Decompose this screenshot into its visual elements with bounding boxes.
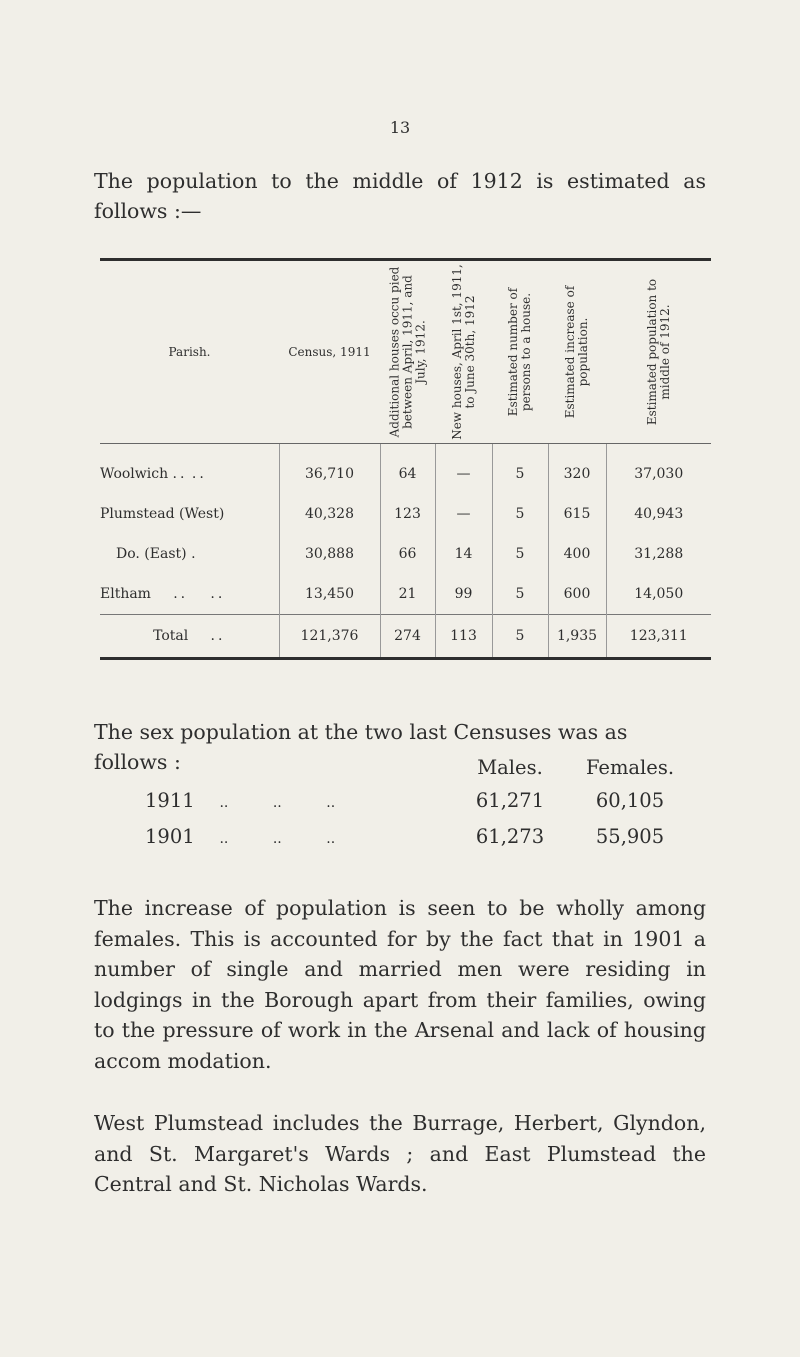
header-persons-per-house-label: Estimated number of persons to a house. (506, 287, 533, 417)
increase-cell: 615 (548, 494, 606, 534)
new-houses-cell: — (435, 444, 492, 495)
females-header: Females. (585, 755, 675, 779)
table-row (100, 574, 711, 615)
sex-table-row (145, 818, 695, 854)
total-increase-cell: 1,935 (548, 615, 606, 659)
leader-dots: .. .. .. (219, 830, 336, 847)
total-census-cell: 121,376 (279, 615, 380, 659)
total-persons-cell: 5 (492, 615, 548, 659)
increase-cell: 320 (548, 444, 606, 495)
new-houses-cell: — (435, 494, 492, 534)
leader-dots: . (191, 546, 199, 562)
table-row (100, 534, 711, 574)
total-label: Total (153, 628, 189, 644)
header-census: Census, 1911 (279, 260, 380, 444)
total-estimated-cell: 123,311 (606, 615, 711, 659)
females-cell: 55,905 (595, 824, 665, 848)
header-persons-per-house (492, 260, 548, 444)
males-header: Males. (477, 755, 543, 779)
census-cell: 36,710 (279, 444, 380, 495)
total-new-houses-cell: 113 (435, 615, 492, 659)
additional-cell: 66 (380, 534, 435, 574)
additional-cell: 21 (380, 574, 435, 615)
table-row (100, 494, 711, 534)
parish-cell (100, 494, 279, 534)
wards-paragraph: West Plumstead includes the Burrage, Herbert, Glyndon, and St. Margaret's Wards ; and East Plumstead the Central and St. Nicholas Wards. (94, 1111, 706, 1196)
header-estimated-increase-label: Estimated increase of population. (563, 285, 590, 419)
year: 1901 (145, 824, 195, 848)
header-estimated-population (606, 260, 711, 444)
leader-dots: .. (172, 466, 188, 482)
persons-cell: 5 (492, 494, 548, 534)
leader-dots: .. .. .. (219, 794, 336, 811)
persons-cell: 5 (492, 574, 548, 615)
sex-population-intro: The sex population at the two last Censuses was as follows : (94, 720, 628, 774)
year-cell (145, 782, 455, 818)
parish-cell (100, 534, 279, 574)
males-cell: 61,271 (475, 788, 545, 812)
header-additional-houses-label: Additional houses occu pied between April, 1911, and July, 1912. (387, 266, 427, 438)
table-row (100, 444, 711, 495)
header-parish: Parish. (100, 260, 279, 444)
persons-cell: 5 (492, 534, 548, 574)
population-increase-paragraph: The increase of population is seen to be wholly among females. This is accounted for by the fact that in 1901 a number of single and married men were residing in lodgings in the Borough apart from their families, owing to the pressure of work in the Arsenal and lack of housing accom modation. (94, 896, 706, 1073)
population-estimate-table (100, 258, 711, 660)
leader-dots: .. (210, 586, 226, 602)
new-houses-cell: 14 (435, 534, 492, 574)
census-cell: 30,888 (279, 534, 380, 574)
additional-cell: 64 (380, 444, 435, 495)
sex-population-table (145, 752, 695, 854)
sex-table-header (145, 752, 695, 782)
header-estimated-population-label: Estimated population to middle of 1912. (644, 278, 672, 426)
estimated-cell: 37,030 (606, 444, 711, 495)
sex-table-row (145, 782, 695, 818)
parish-name: Eltham (100, 586, 151, 602)
increase-cell: 600 (548, 574, 606, 615)
parish-name: Woolwich (100, 466, 169, 482)
total-label-cell (100, 615, 279, 659)
year-cell (145, 818, 455, 854)
header-estimated-increase (548, 260, 606, 444)
header-new-houses (435, 260, 492, 444)
table-total-row (100, 615, 711, 659)
additional-cell: 123 (380, 494, 435, 534)
estimated-cell: 14,050 (606, 574, 711, 615)
persons-cell: 5 (492, 444, 548, 495)
intro-paragraph: The population to the middle of 1912 is estimated as follows :— (94, 169, 706, 223)
census-cell: 40,328 (279, 494, 380, 534)
sex-header-blank (145, 752, 455, 782)
header-new-houses-label: New houses, April 1st, 1911, to June 30th, 1912 (449, 264, 477, 440)
increase-cell: 400 (548, 534, 606, 574)
total-additional-cell: 274 (380, 615, 435, 659)
parish-cell (100, 574, 279, 615)
table-header-row (100, 260, 711, 444)
parish-cell (100, 444, 279, 495)
females-cell: 60,105 (595, 788, 665, 812)
leader-dots: .. (210, 628, 226, 644)
estimated-cell: 40,943 (606, 494, 711, 534)
males-cell: 61,273 (475, 824, 545, 848)
parish-name: Do. (East) (116, 546, 187, 562)
parish-name: Plumstead (West) (100, 506, 225, 522)
year: 1911 (145, 788, 195, 812)
leader-dots: .. (173, 586, 189, 602)
estimated-cell: 31,288 (606, 534, 711, 574)
new-houses-cell: 99 (435, 574, 492, 615)
leader-dots: .. (191, 466, 207, 482)
page-number: 13 (389, 118, 411, 137)
census-cell: 13,450 (279, 574, 380, 615)
header-additional-houses (380, 260, 435, 444)
